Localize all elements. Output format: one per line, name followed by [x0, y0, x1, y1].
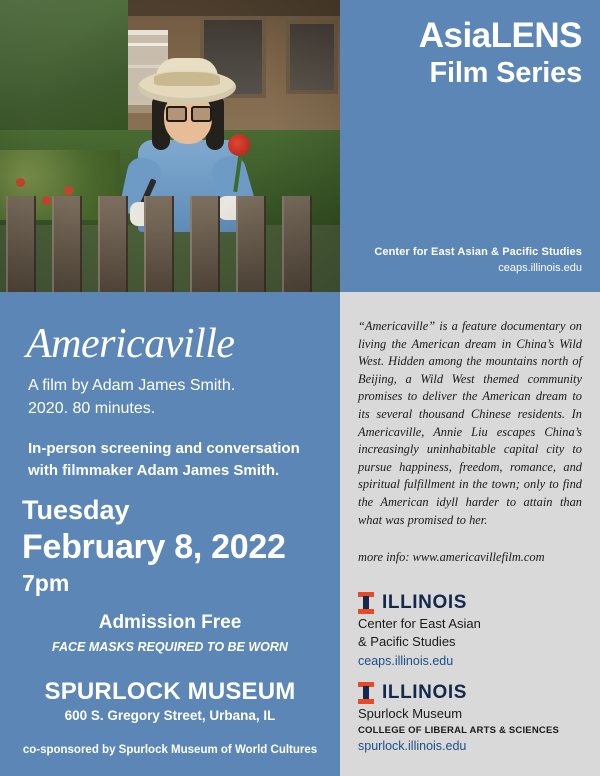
synopsis-text: “Americaville” is a feature documentary on living the American dream in China’s Wild West. Hidden among the mountains north of Beijing, a Wild West themed community promises to deliver the American dream to its several thousand Chinese residents. In Americaville, Annie Liu escapes China’s increasingly uninhabitable capital city to pursue happiness, freedom, romance, and spiritual fulfillment in the town; only to find the American idyll harder to attain than what was promised to her.	[358, 319, 582, 527]
event-time: 7pm	[22, 570, 70, 596]
illinois-i-mark-icon	[358, 592, 374, 614]
org-wordmark: ILLINOIS	[382, 682, 468, 703]
i-mark-bottom-bar	[358, 699, 374, 704]
event-date-full: February 8, 2022	[22, 528, 286, 566]
org-block-spurlock	[358, 682, 588, 753]
mask-requirement-note: FACE MASKS REQUIRED TO BE WORN	[52, 640, 288, 654]
synopsis-panel	[340, 292, 600, 776]
center-credit	[374, 246, 582, 274]
event-date	[22, 497, 286, 595]
org-header	[358, 682, 588, 704]
illinois-i-mark-icon	[358, 682, 374, 704]
center-url[interactable]: ceaps.illinois.edu	[498, 262, 582, 274]
series-title-line1: AsiaLENS	[418, 16, 582, 55]
series-banner	[340, 0, 600, 292]
screening-note-line1: In-person screening and conversation	[28, 440, 300, 457]
more-info-link[interactable]: more info: www.americavillefilm.com	[358, 550, 545, 564]
cosponsor-note: co-sponsored by Spurlock Museum of World Cultures	[22, 744, 318, 756]
center-name: Center for East Asian & Pacific Studies	[374, 246, 582, 258]
series-title-line2: Film Series	[429, 57, 582, 89]
poster-header	[0, 0, 600, 292]
film-credit	[28, 374, 318, 420]
org-header	[358, 592, 588, 614]
film-credit-line1: A film by Adam James Smith.	[28, 377, 236, 394]
photo-vignette	[0, 0, 340, 292]
admission-note: Admission Free	[98, 612, 242, 633]
film-title: Americaville	[26, 321, 235, 367]
org-unit-line1: Spurlock Museum	[358, 706, 463, 721]
event-details-panel	[0, 292, 340, 776]
org-block-ceaps	[358, 592, 588, 668]
org-college-line: COLLEGE OF LIBERAL ARTS & SCIENCES	[358, 725, 560, 737]
series-title	[419, 18, 582, 88]
poster-body	[0, 292, 600, 776]
event-weekday: Tuesday	[22, 495, 130, 525]
venue-address: 600 S. Gregory Street, Urbana, IL	[64, 708, 276, 723]
film-credit-line2: 2020. 80 minutes.	[28, 400, 156, 418]
org-unit-line1: Center for East Asian	[358, 616, 481, 631]
org-url-ceaps[interactable]: ceaps.illinois.edu	[358, 653, 454, 668]
org-url-spurlock[interactable]: spurlock.illinois.edu	[358, 739, 467, 754]
screening-note-line2: with filmmaker Adam James Smith.	[28, 461, 280, 479]
i-mark-bottom-bar	[358, 609, 374, 614]
screening-note	[28, 438, 320, 482]
venue-name: SPURLOCK MUSEUM	[44, 678, 296, 705]
film-still-photo	[0, 0, 340, 292]
org-unit-line2: & Pacific Studies	[358, 634, 456, 650]
org-wordmark: ILLINOIS	[382, 592, 468, 613]
